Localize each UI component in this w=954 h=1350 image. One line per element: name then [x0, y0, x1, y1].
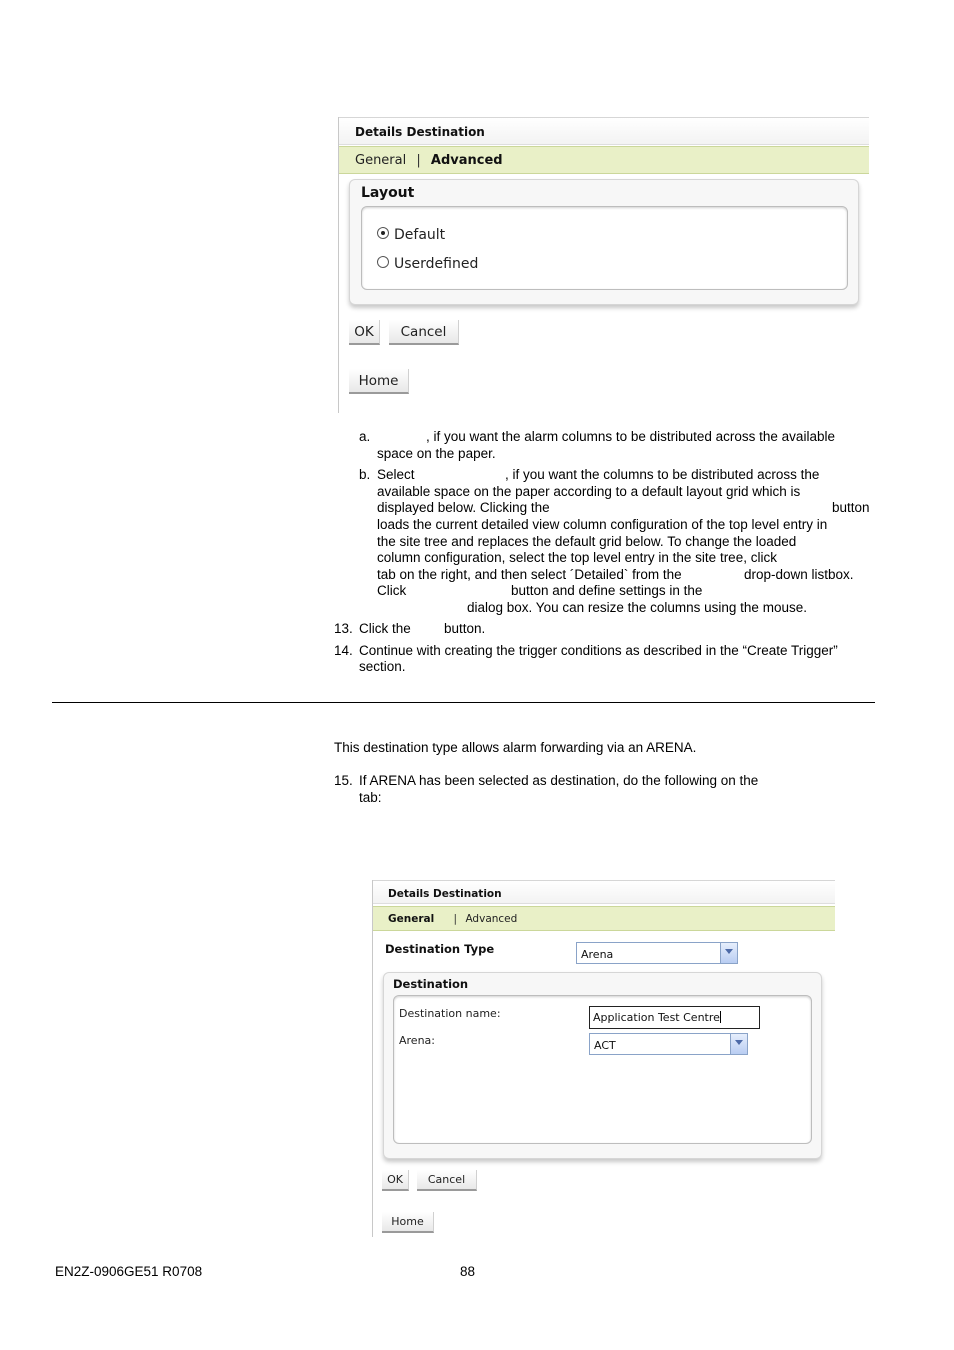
- step-b-line8b: button and define settings in the: [511, 583, 703, 598]
- step-b-line3a: displayed below. Clicking the: [377, 500, 550, 515]
- dialog-title: Details Destination: [373, 880, 835, 904]
- chevron-down-icon[interactable]: [730, 1034, 747, 1054]
- destination-type-value: Arena: [581, 948, 614, 961]
- chevron-down-icon[interactable]: [720, 943, 737, 963]
- layout-options-box: [361, 206, 848, 290]
- arena-label: Arena:: [399, 1034, 435, 1047]
- step15-line1: If ARENA has been selected as destination, do the following on the: [359, 773, 759, 788]
- details-destination-advanced-screenshot: [338, 117, 869, 413]
- destination-group-title: Destination: [393, 977, 469, 991]
- layout-groupbox: [349, 179, 859, 305]
- step-a-marker: a.: [359, 429, 371, 444]
- step-b-line5: the site tree and replaces the default grid below. To change the loaded: [377, 534, 797, 549]
- step-b-line3b: button: [832, 500, 870, 515]
- step13-marker: 13.: [334, 621, 353, 636]
- cancel-button[interactable]: Cancel: [417, 1170, 477, 1191]
- destination-name-input[interactable]: [589, 1006, 760, 1029]
- step14-marker: 14.: [334, 643, 353, 658]
- tab-advanced[interactable]: Advanced: [430, 153, 503, 168]
- step-b-line9: dialog box. You can resize the columns using the mouse.: [467, 600, 807, 615]
- destination-name-label: Destination name:: [399, 1007, 501, 1020]
- destination-groupbox: [383, 972, 822, 1159]
- dialog-title: Details Destination: [339, 117, 869, 145]
- section-divider: [52, 702, 875, 703]
- step-b-line7b: drop-down listbox.: [744, 567, 854, 582]
- step-b-line8a: Click: [377, 583, 407, 598]
- tab-general[interactable]: General: [388, 913, 435, 925]
- tab-advanced[interactable]: Advanced: [465, 913, 518, 925]
- destination-name-value: Application Test Centre: [593, 1011, 720, 1024]
- step-b-line6: column configuration, select the top level entry in the site tree, click: [377, 550, 777, 565]
- ok-button[interactable]: OK: [349, 320, 380, 345]
- arena-select[interactable]: [589, 1033, 748, 1055]
- cancel-button[interactable]: Cancel: [389, 320, 459, 345]
- footer-page-number: 88: [460, 1264, 476, 1279]
- step14-line2: section.: [359, 659, 406, 674]
- destination-type-label: Destination Type: [385, 942, 495, 956]
- step-b-line1b: , if you want the columns to be distributed across the: [505, 467, 820, 482]
- userdefined-radio[interactable]: [377, 256, 389, 268]
- default-radio-label[interactable]: Default: [394, 227, 446, 243]
- step13-text-b: button.: [444, 621, 486, 636]
- arena-value: ACT: [594, 1039, 616, 1052]
- step13-text-a: Click the: [359, 621, 411, 636]
- text-cursor: [720, 1011, 721, 1023]
- home-button[interactable]: Home: [382, 1212, 434, 1233]
- step-b-line1a: Select: [377, 467, 415, 482]
- step15-line2: tab:: [359, 790, 382, 805]
- destination-fields-box: [393, 995, 812, 1144]
- tab-general[interactable]: General: [355, 153, 407, 168]
- tab-separator: |: [453, 913, 458, 925]
- step-a-line2: space on the paper.: [377, 446, 496, 461]
- destination-type-select[interactable]: [576, 942, 738, 964]
- step-b-line2: available space on the paper according to a default layout grid which is: [377, 484, 801, 499]
- ok-button[interactable]: OK: [382, 1170, 409, 1191]
- step14-line1: Continue with creating the trigger conditions as described in the “Create Trigger”: [359, 643, 838, 658]
- step-a-line1: , if you want the alarm columns to be distributed across the available: [426, 429, 835, 444]
- layout-group-title: Layout: [361, 185, 415, 201]
- step-b-line4: loads the current detailed view column configuration of the top level entry in: [377, 517, 828, 532]
- step-b-line7a: tab on the right, and then select ´Detailed` from the: [377, 567, 682, 582]
- footer-doc-id: EN2Z-0906GE51 R0708: [55, 1264, 203, 1279]
- tab-bar: [373, 906, 835, 931]
- tab-separator: |: [416, 153, 421, 168]
- default-radio[interactable]: [377, 227, 389, 239]
- details-destination-general-screenshot: [372, 880, 835, 1237]
- section-intro: This destination type allows alarm forwarding via an ARENA.: [334, 740, 697, 755]
- home-button[interactable]: Home: [349, 369, 409, 394]
- userdefined-radio-label[interactable]: Userdefined: [394, 256, 479, 272]
- step-b-marker: b.: [359, 467, 371, 482]
- tab-bar: [339, 146, 869, 174]
- step15-marker: 15.: [334, 773, 353, 788]
